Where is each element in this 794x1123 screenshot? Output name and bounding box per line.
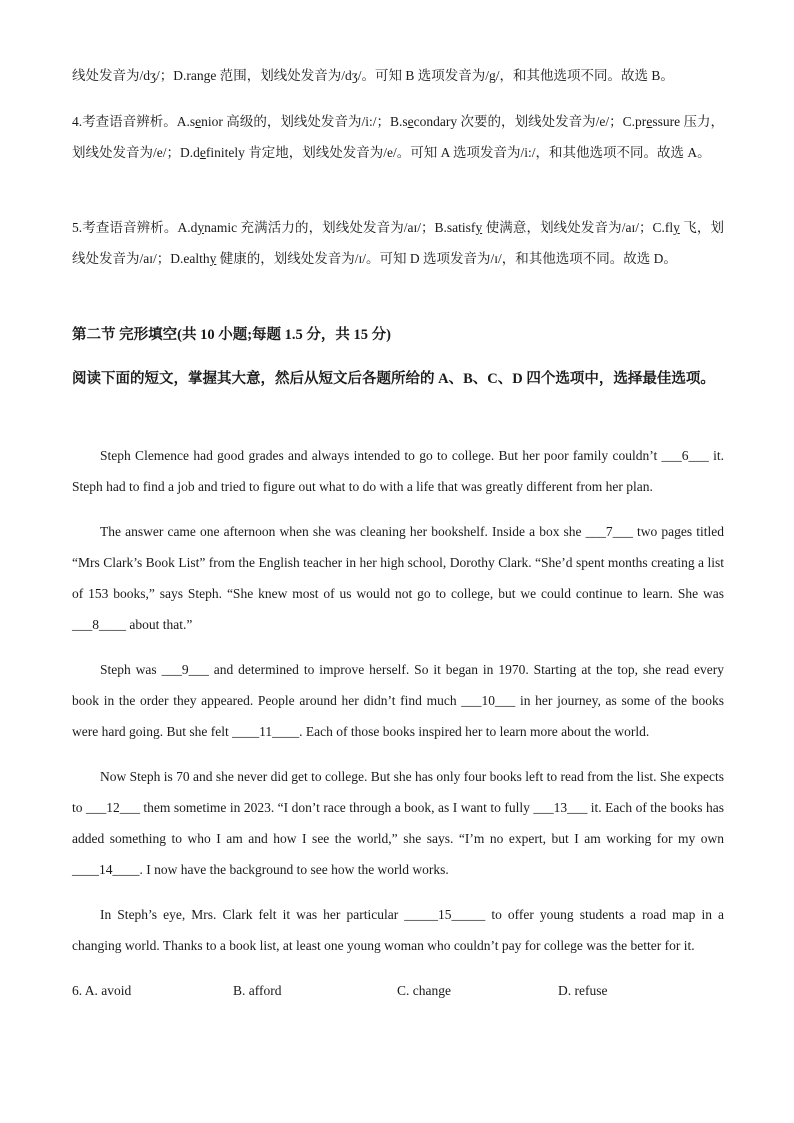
blank-12: ___12___ <box>85 800 140 815</box>
blank-7: ___7___ <box>585 524 633 539</box>
blank-9: ___9___ <box>161 662 209 677</box>
passage-paragraph-1: Steph Clemence had good grades and always intended to go to college. But her poor family couldn’t ___6___ it. Steph had to find a job and tried to figure out what to do with a life that was greatly different from her plan. <box>72 448 724 494</box>
blank-8: ___8____ <box>72 617 126 632</box>
passage-paragraph-3: Steph was ___9___ and determined to improve herself. So it began in 1970. Starting at the top, she read every book in the order they appeared. People around her didn’t find much ___10___ in her journey, as some of the books were hard going. But she felt ____11____. Each of those books inspired her to learn more about the world. <box>72 662 724 739</box>
passage-paragraph-4: Now Steph is 70 and she never did get to college. But she has only four books left to read from the list. She expects to ___12___ them sometime in 2023. “I don’t race through a book, as I want to fully ___13___ it. Each of the books has added something to who I am and how I see the world,” she says. “I’m no expert, but I am working for my own ____14____. I now have the background to see how the world works. <box>72 769 724 877</box>
answer-4: 4.考查语音辨析。A.senior 高级的，划线处发音为/i:/；B.secondary 次要的，划线处发音为/e/；C.pressure 压力，划线处发音为/e/；D.definitely 肯定地，划线处发音为/e/。可知 A 选项发音为/i:/，和其他选项不同。故选 A。 <box>72 114 724 160</box>
blank-14: ____14____ <box>72 862 140 877</box>
passage-paragraph-2: The answer came one afternoon when she was cleaning her bookshelf. Inside a box she ___7___ two pages titled “Mrs Clark’s Book List” from the English teacher in her high school, Dorothy Clark. “She’d spent months creating a list of 153 books,” says Steph. “She knew most of us would not go to college, but we could continue to learn. She was ___8____ about that.” <box>72 524 724 632</box>
answer-text: 线处发音为/dʒ/；D.range 范围，划线处发音为/dʒ/。可知 B 选项发音为/g/，和其他选项不同。故选 B。 <box>72 68 674 83</box>
underlined-letter: e <box>646 114 653 129</box>
question-6-option-d: D. refuse <box>558 983 608 998</box>
underlined-letter: y <box>197 220 205 235</box>
underlined-letter: y <box>673 220 680 235</box>
blank-15: _____15_____ <box>404 907 486 922</box>
underlined-letter: e <box>407 114 414 129</box>
blank-11: ____11____ <box>232 724 300 739</box>
section-instruction: 阅读下面的短文，掌握其大意，然后从短文后各题所给的 A、B、C、D 四个选项中，选择最佳选项。 <box>72 371 715 387</box>
question-6-option-b: B. afford <box>233 983 282 998</box>
question-6-option-a: 6. A. avoid <box>72 983 132 998</box>
answer-5: 5.考查语音辨析。A.dynamic 充满活力的，划线处发音为/aɪ/；B.satisfy 使满意，划线处发音为/aɪ/；C.fly 飞，划线处发音为/aɪ/；D.ealthy 健康的，划线处发音为/ɪ/。可知 D 选项发音为/ɪ/，和其他选项不同。故选 D。 <box>72 220 725 266</box>
underlined-letter: y <box>209 251 217 266</box>
answer-3-tail <box>72 60 724 91</box>
blank-13: ___13___ <box>533 800 588 815</box>
blank-10: ___10___ <box>461 693 516 708</box>
underlined-letter: y <box>475 220 483 235</box>
underlined-letter: e <box>195 114 202 129</box>
section-title: 第二节 完形填空(共 10 小题;每题 1.5 分，共 15 分) <box>72 327 391 343</box>
underlined-letter: e <box>199 145 206 160</box>
passage-paragraph-5: In Steph’s eye, Mrs. Clark felt it was her particular _____15_____ to offer young students a road map in a changing world. Thanks to a book list, at least one young woman who couldn’t pay for college was the better for it. <box>72 907 724 953</box>
blank-6: ___6___ <box>661 448 709 463</box>
question-6-option-c: C. change <box>397 983 451 998</box>
